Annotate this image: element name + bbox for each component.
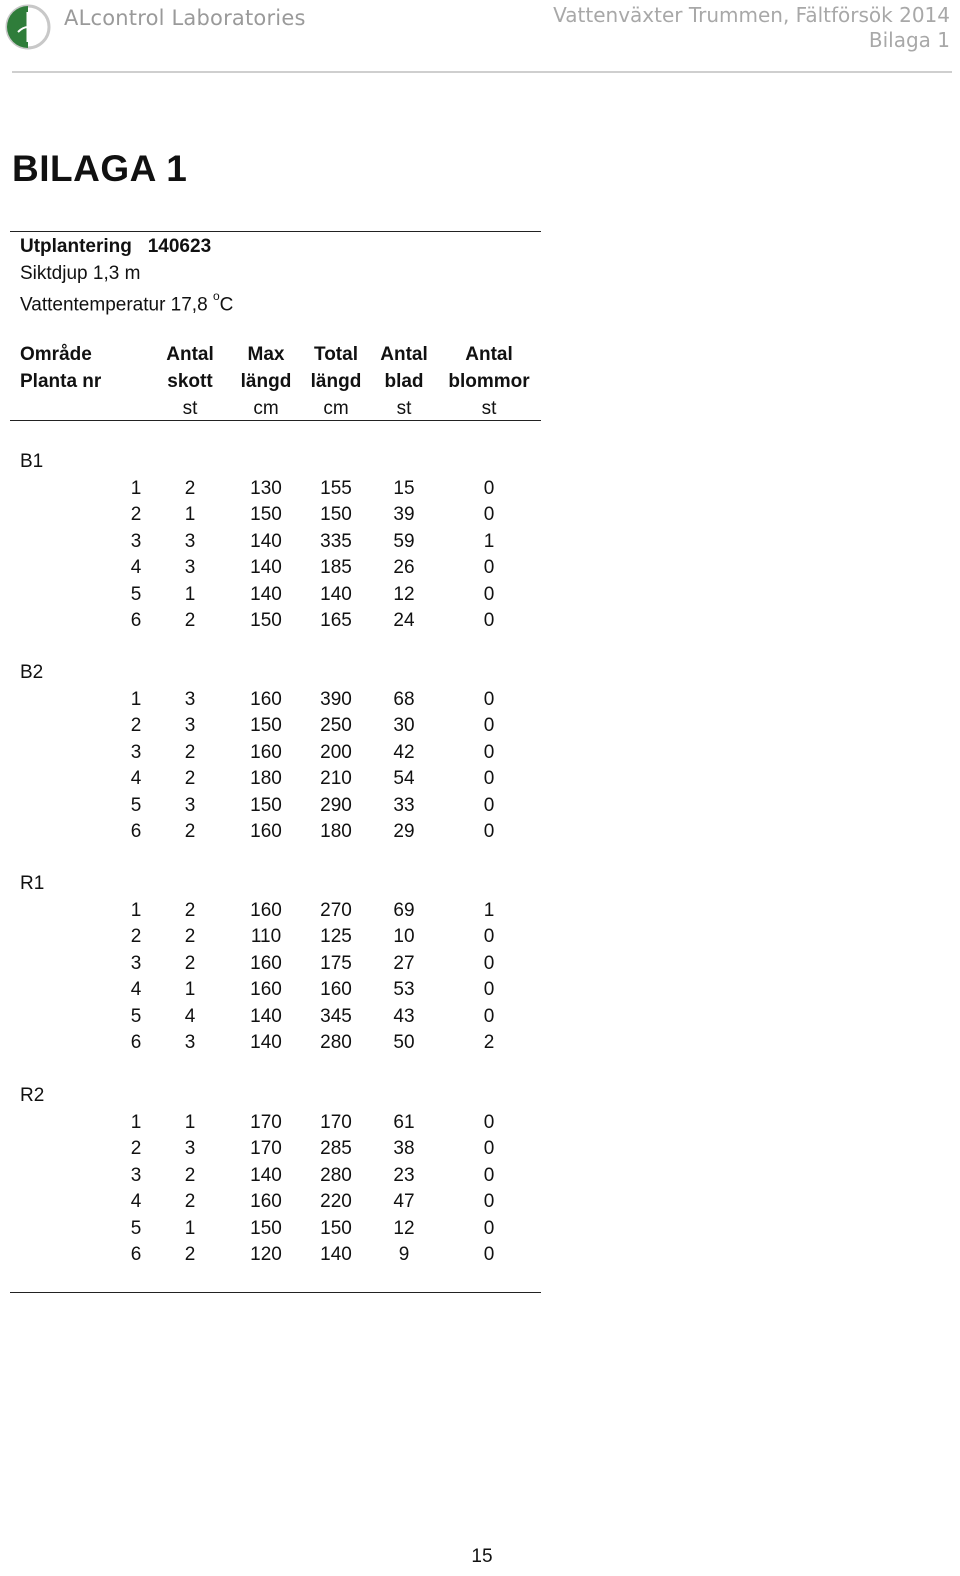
table-cell: 3 [184, 715, 196, 737]
table-cell: 285 [320, 1138, 352, 1160]
table-cell: 2 [184, 900, 196, 921]
table-cell: 390 [320, 689, 352, 710]
table-cell: 130 [250, 478, 282, 499]
table-cell: 290 [320, 794, 352, 816]
table-cell: 1 [130, 1112, 142, 1133]
alcontrol-logo-icon [4, 2, 52, 50]
table-cell: 2 [184, 926, 196, 948]
table-cell: 0 [483, 952, 495, 974]
header-bottom-rule [10, 420, 541, 421]
vattentemperatur-text: Vattentemperatur 17,8 [20, 294, 208, 316]
table-cell: 2 [184, 821, 196, 842]
column-header-line2: blad [384, 371, 424, 392]
table-cell: 12 [393, 583, 415, 605]
table-cell: 140 [250, 1032, 282, 1053]
table-cell: 2 [130, 715, 142, 737]
table-cell: 140 [320, 583, 352, 605]
column-header-omrade [20, 341, 101, 395]
header-divider [12, 71, 952, 73]
column-header-line1: Antal [465, 344, 513, 365]
group-label: R2 [20, 1085, 45, 1106]
column-header-line1: Antal [166, 344, 214, 365]
table-cell: 4 [130, 979, 142, 1001]
table-cell: 150 [250, 504, 282, 526]
column-header-antal-skott [150, 341, 230, 422]
table-cell: 150 [250, 794, 282, 816]
table-cell: 3 [184, 1138, 196, 1160]
table-cell: 0 [483, 768, 495, 790]
table-cell: 160 [250, 1191, 282, 1213]
table-cell: 0 [483, 794, 495, 816]
table-cell: 3 [184, 530, 196, 552]
document-title-line: Vattenväxter Trummen, Fältförsök 2014 [553, 3, 950, 27]
table-cell: 280 [320, 1164, 352, 1186]
utplantering-label: Utplantering [20, 236, 132, 257]
table-cell: 4 [130, 768, 142, 790]
table-cell: 2 [184, 952, 196, 974]
table-cell: 1 [130, 478, 142, 499]
table-cell: 0 [483, 1005, 495, 1027]
table-cell: 9 [398, 1244, 410, 1265]
table-cell: 185 [320, 557, 352, 579]
document-subtitle: Bilaga 1 [868, 28, 950, 52]
column-header-unit: cm [323, 398, 349, 419]
table-cell: 2 [184, 478, 196, 499]
column-header-line2: skott [167, 371, 213, 392]
table-cell: 0 [483, 478, 495, 499]
table-cell: 12 [393, 1217, 415, 1239]
table-cell: 335 [320, 530, 352, 552]
table-cell: 140 [250, 1005, 282, 1027]
table-cell: 1 [184, 583, 196, 605]
column-header-line2: Planta nr [20, 371, 102, 392]
table-cell: 29 [393, 821, 415, 842]
column-header-unit: cm [253, 398, 279, 419]
table-cell: 69 [393, 900, 415, 921]
table-cell: 33 [393, 794, 415, 816]
table-cell: 0 [483, 1217, 495, 1239]
table-cell: 0 [483, 741, 495, 763]
group-label: R1 [20, 873, 45, 894]
table-cell: 210 [320, 768, 352, 790]
table-cell: 3 [130, 1164, 142, 1186]
table-cell: 10 [393, 926, 415, 948]
table-cell: 280 [320, 1032, 352, 1053]
table-cell: 3 [130, 741, 142, 763]
table-cell: 2 [130, 504, 142, 526]
utplantering-value: 140623 [147, 236, 212, 257]
column-header-line1: Total [314, 344, 358, 365]
column-header-line1: Antal [380, 344, 428, 365]
table-cell: 3 [130, 530, 142, 552]
table-cell: 47 [393, 1191, 415, 1213]
table-cell: 3 [184, 1032, 196, 1053]
table-cell: 120 [250, 1244, 282, 1265]
table-cell: 1 [483, 530, 495, 552]
degree-sign: o [212, 289, 220, 303]
table-cell: 3 [184, 794, 196, 816]
table-cell: 160 [250, 821, 282, 842]
table-cell: 0 [483, 926, 495, 948]
table-cell: 155 [320, 478, 352, 499]
column-header-line2: blommor [448, 371, 530, 392]
table-cell: 3 [184, 557, 196, 579]
table-cell: 3 [184, 689, 196, 710]
temp-unit: C [219, 294, 234, 316]
table-cell: 0 [483, 583, 495, 605]
table-cell: 2 [184, 1164, 196, 1186]
table-cell: 2 [130, 926, 142, 948]
company-name: ALcontrol Laboratories [64, 6, 306, 30]
document-title [553, 3, 950, 53]
table-cell: 175 [320, 952, 352, 974]
column-header-line1: Max [247, 344, 285, 365]
table-cell: 0 [483, 557, 495, 579]
table-cell: 4 [184, 1005, 196, 1027]
table-cell: 1 [184, 504, 196, 526]
table-cell: 2 [184, 768, 196, 790]
table-cell: 150 [250, 715, 282, 737]
column-header-antal-blommor [439, 341, 539, 422]
table-cell: 140 [250, 530, 282, 552]
table-cell: 160 [250, 689, 282, 710]
table-cell: 23 [393, 1164, 415, 1186]
table-cell: 160 [250, 979, 282, 1001]
table-cell: 15 [393, 478, 415, 499]
table-cell: 53 [393, 979, 415, 1001]
table-cell: 160 [250, 741, 282, 763]
column-header-antal-blad [364, 341, 444, 422]
table-cell: 2 [184, 1244, 196, 1265]
table-cell: 5 [130, 1005, 142, 1027]
table-cell: 54 [393, 768, 415, 790]
table-cell: 1 [130, 900, 142, 921]
table-cell: 2 [184, 610, 196, 631]
table-cell: 170 [250, 1112, 282, 1133]
table-top-rule [10, 231, 541, 232]
table-cell: 5 [130, 794, 142, 816]
table-cell: 59 [393, 530, 415, 552]
table-cell: 4 [130, 557, 142, 579]
page-header [0, 0, 960, 74]
table-cell: 150 [250, 610, 282, 631]
table-cell: 43 [393, 1005, 415, 1027]
table-cell: 2 [184, 741, 196, 763]
table-cell: 6 [130, 1244, 142, 1265]
table-cell: 4 [130, 1191, 142, 1213]
table-cell: 6 [130, 821, 142, 842]
table-cell: 26 [393, 557, 415, 579]
table-cell: 140 [250, 557, 282, 579]
table-cell: 0 [483, 821, 495, 842]
table-cell: 160 [250, 952, 282, 974]
table-cell: 150 [320, 504, 352, 526]
table-cell: 0 [483, 1138, 495, 1160]
table-cell: 42 [393, 741, 415, 763]
group-label: B1 [20, 451, 44, 472]
table-cell: 39 [393, 504, 415, 526]
table-cell: 6 [130, 1032, 142, 1053]
table-cell: 0 [483, 1244, 495, 1265]
table-cell: 170 [320, 1112, 352, 1133]
table-cell: 160 [250, 900, 282, 921]
page-heading: BILAGA 1 [12, 148, 188, 189]
table-cell: 1 [184, 1112, 196, 1133]
column-header-line2: längd [240, 371, 292, 392]
column-header-line2: längd [310, 371, 362, 392]
table-cell: 1 [184, 979, 196, 1001]
table-cell: 150 [320, 1217, 352, 1239]
table-cell: 150 [250, 1217, 282, 1239]
table-cell: 0 [483, 979, 495, 1001]
column-header-line1: Område [20, 344, 92, 365]
table-cell: 200 [320, 741, 352, 763]
table-cell: 3 [130, 952, 142, 974]
utplantering-line [20, 236, 211, 258]
table-cell: 1 [130, 689, 142, 710]
table-cell: 0 [483, 689, 495, 710]
table-cell: 345 [320, 1005, 352, 1027]
table-cell: 180 [320, 821, 352, 842]
vattentemperatur-line [20, 289, 234, 316]
table-cell: 61 [393, 1112, 415, 1133]
table-cell: 140 [320, 1244, 352, 1265]
table-cell: 0 [483, 1112, 495, 1133]
table-cell: 2 [483, 1032, 495, 1053]
column-header-unit: st [182, 398, 198, 419]
table-cell: 5 [130, 583, 142, 605]
table-cell: 2 [184, 1191, 196, 1213]
table-cell: 27 [393, 952, 415, 974]
group-label: B2 [20, 662, 44, 683]
table-cell: 6 [130, 610, 142, 631]
table-cell: 1 [184, 1217, 196, 1239]
table-cell: 5 [130, 1217, 142, 1239]
table-cell: 165 [320, 610, 352, 631]
table-cell: 0 [483, 715, 495, 737]
table-cell: 125 [320, 926, 352, 948]
column-header-max-langd [226, 341, 306, 422]
siktdjup-line: Siktdjup 1,3 m [20, 263, 141, 284]
table-cell: 2 [130, 1138, 142, 1160]
table-cell: 50 [393, 1032, 415, 1053]
table-cell: 0 [483, 1164, 495, 1186]
table-cell: 180 [250, 768, 282, 790]
table-cell: 140 [250, 583, 282, 605]
page-number: 15 [471, 1546, 493, 1567]
table-cell: 250 [320, 715, 352, 737]
table-bottom-rule [10, 1292, 541, 1293]
table-cell: 38 [393, 1138, 415, 1160]
column-header-unit: st [481, 398, 497, 419]
table-cell: 30 [393, 715, 415, 737]
table-cell: 1 [483, 900, 495, 921]
table-cell: 68 [393, 689, 415, 710]
table-cell: 0 [483, 504, 495, 526]
table-cell: 160 [320, 979, 352, 1001]
table-cell: 220 [320, 1191, 352, 1213]
table-cell: 170 [250, 1138, 282, 1160]
table-cell: 140 [250, 1164, 282, 1186]
table-cell: 110 [250, 926, 282, 948]
table-cell: 270 [320, 900, 352, 921]
table-cell: 24 [393, 610, 415, 631]
table-cell: 0 [483, 1191, 495, 1213]
table-cell: 0 [483, 610, 495, 631]
column-header-unit: st [396, 398, 412, 419]
